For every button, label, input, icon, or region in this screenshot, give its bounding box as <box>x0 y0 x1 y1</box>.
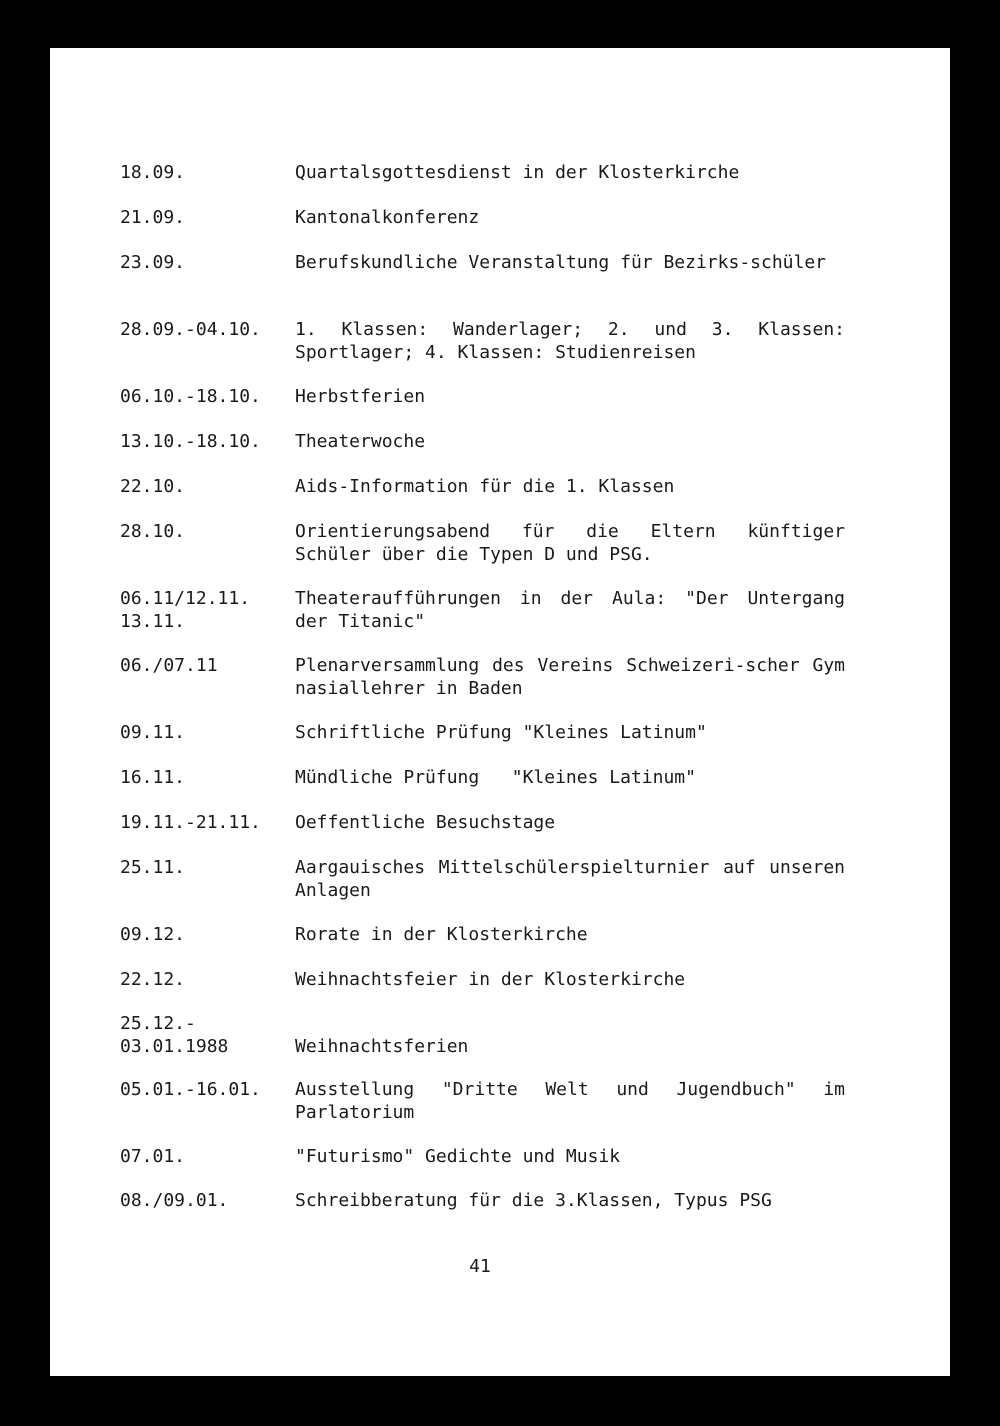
entry-date: 21.09. <box>120 207 186 228</box>
entry-text: Quartalsgottesdienst in der Klosterkirche <box>295 162 740 183</box>
document-page <box>50 48 950 1376</box>
entry-text: 1. Klassen: Wanderlager; 2. und 3. Klassen: Sportlager; 4. Klassen: Studienreisen <box>295 319 845 363</box>
entry-text: Oeffentliche Besuchstage <box>295 812 556 833</box>
entry-date: 08./09.01. <box>120 1190 229 1211</box>
entry-text: Weihnachtsferien <box>295 1035 469 1057</box>
entry-date: 28.10. <box>120 521 186 542</box>
entry-date: 06.10.-18.10. <box>120 386 261 407</box>
entry-text: Rorate in der Klosterkirche <box>295 924 588 945</box>
entry-text: Theaterwoche <box>295 431 426 452</box>
entry-text: Herbstferien <box>295 386 426 407</box>
entry-date: 22.10. <box>120 476 186 497</box>
entry-text: Theateraufführungen in der Aula: "Der Untergang der Titanic" <box>295 588 845 632</box>
entry-date: 28.09.-04.10. <box>120 319 261 340</box>
entry-date: 07.01. <box>120 1146 186 1167</box>
entry-date: 22.12. <box>120 969 186 990</box>
entry-text: Berufskundliche Veranstaltung für Bezirks-schüler <box>295 252 827 273</box>
entry-text: Aargauisches Mittelschülerspielturnier auf unseren Anlagen <box>295 857 845 901</box>
page-number: 41 <box>469 1256 491 1277</box>
entry-text: Weihnachtsfeier in der Klosterkirche <box>295 969 686 990</box>
entry-date: 25.12.- 03.01.1988 <box>120 1013 229 1057</box>
entry-text: Aids-Information für die 1. Klassen <box>295 476 675 497</box>
entry-text: Kantonalkonferenz <box>295 207 480 228</box>
entry-date: 19.11.-21.11. <box>120 812 261 833</box>
entry-date: 25.11. <box>120 857 186 878</box>
entry-date: 09.12. <box>120 924 186 945</box>
entry-date: 16.11. <box>120 767 186 788</box>
entry-date: 06.11/12.11. 13.11. <box>120 588 251 632</box>
entry-date: 09.11. <box>120 722 186 743</box>
entry-text: Ausstellung "Dritte Welt und Jugendbuch" im Parlatorium <box>295 1079 845 1123</box>
entry-date: 23.09. <box>120 252 186 273</box>
entry-date: 13.10.-18.10. <box>120 431 261 452</box>
entry-date: 18.09. <box>120 162 186 183</box>
entry-date: 05.01.-16.01. <box>120 1079 261 1100</box>
entry-text: Schreibberatung für die 3.Klassen, Typus PSG <box>295 1190 772 1211</box>
entry-text: Orientierungsabend für die Eltern künftiger Schüler über die Typen D und PSG. <box>295 521 845 565</box>
entry-text: Mündliche Prüfung "Kleines Latinum" <box>295 767 696 788</box>
entry-date: 06./07.11 <box>120 655 218 676</box>
entry-text: Plenarversammlung des Vereins Schweizeri-scher Gymnasiallehrer in Baden <box>295 655 845 699</box>
entry-text: "Futurismo" Gedichte und Musik <box>295 1146 621 1167</box>
entry-text: Schriftliche Prüfung "Kleines Latinum" <box>295 722 707 743</box>
